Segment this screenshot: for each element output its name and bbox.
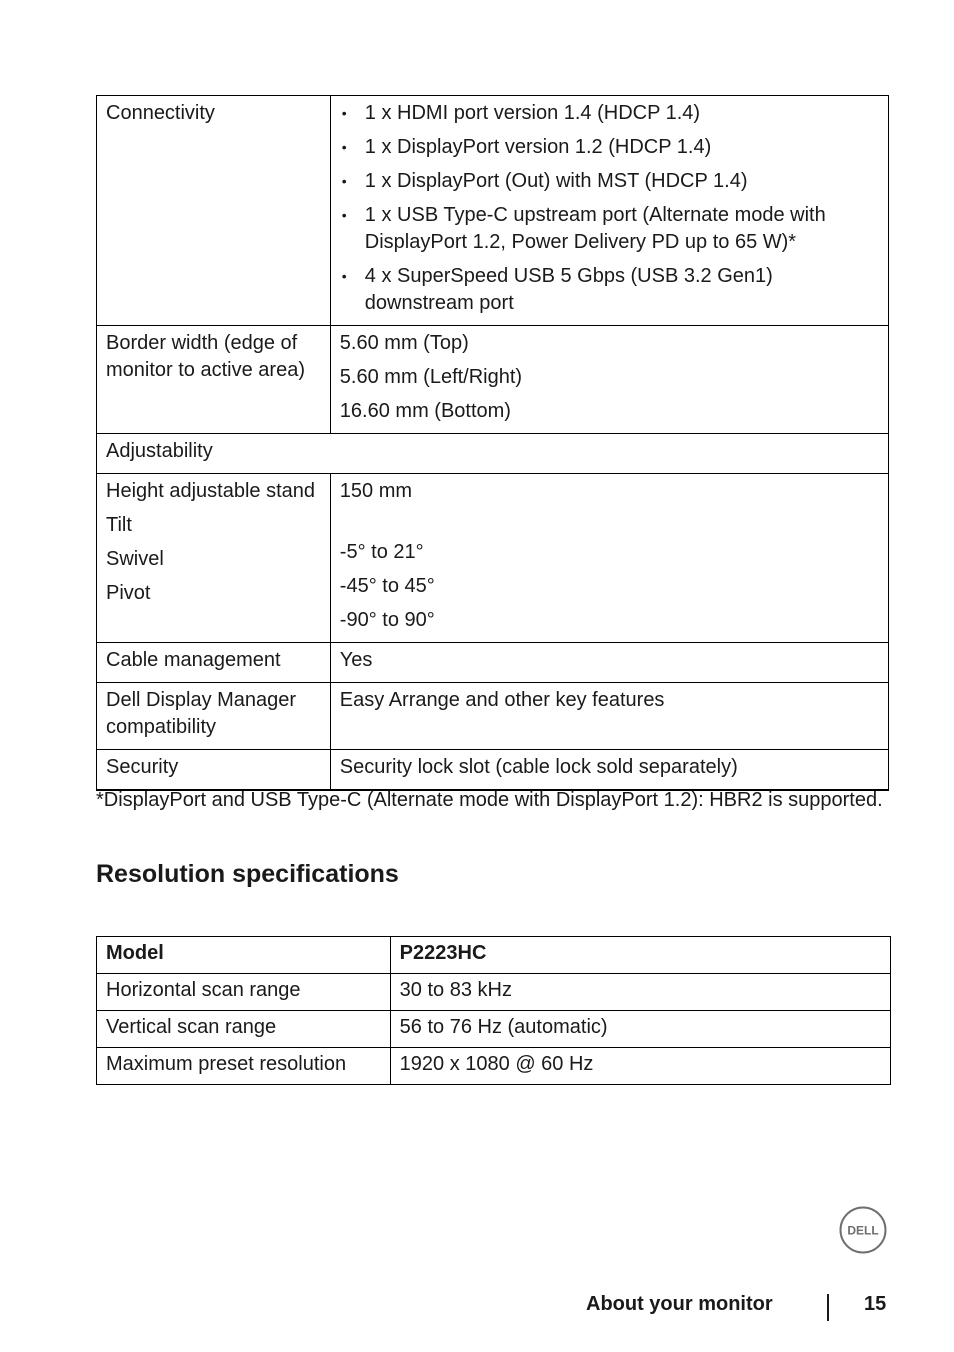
- table-row: [97, 1048, 891, 1085]
- section-title: Resolution specifications: [96, 860, 399, 888]
- list-item: [340, 168, 880, 195]
- table-cell-value: 1920 x 1080 @ 60 Hz: [390, 1048, 890, 1085]
- table-header-row: [97, 937, 891, 974]
- list-item-text: 1 x HDMI port version 1.4 (HDCP 1.4): [364, 102, 701, 124]
- footer-title: About your monitor: [586, 1293, 773, 1315]
- bullet-icon: •: [341, 268, 347, 284]
- table-row: [97, 326, 889, 434]
- height-stand-value: 150 mm: [339, 480, 413, 502]
- adjust-labels: [97, 474, 331, 643]
- border-top-value: 5.60 mm (Top): [339, 332, 469, 354]
- table-cell-value: 30 to 83 kHz: [390, 974, 890, 1011]
- footnote: *DisplayPort and USB Type-C (Alternate mode with DisplayPort 1.2): HBR2 is supported.: [96, 789, 883, 811]
- border-width-label: Border width (edge of monitor to active area): [97, 326, 331, 434]
- model-header: Model: [97, 937, 391, 974]
- resolution-table: [96, 936, 891, 1085]
- table-cell-value: 56 to 76 Hz (automatic): [390, 1011, 890, 1048]
- list-item-text: 1 x DisplayPort version 1.2 (HDCP 1.4): [364, 136, 712, 158]
- list-item: [340, 134, 880, 161]
- list-item-text: 4 x SuperSpeed USB 5 Gbps (USB 3.2 Gen1) downstream port: [364, 265, 773, 314]
- specs-table: [96, 95, 889, 791]
- pivot-value: -90° to 90°: [339, 609, 435, 631]
- border-side-value: 5.60 mm (Left/Right): [339, 366, 523, 388]
- table-row: [97, 750, 889, 791]
- ddm-value: Easy Arrange and other key features: [330, 683, 888, 750]
- ddm-label: Dell Display Manager compatibility: [97, 683, 331, 750]
- security-label: Security: [97, 750, 331, 791]
- adjustability-heading: Adjustability: [97, 434, 889, 474]
- table-row: [97, 643, 889, 683]
- table-cell-label: Vertical scan range: [97, 1011, 391, 1048]
- spacer: [340, 505, 880, 532]
- security-value: Security lock slot (cable lock sold separately): [330, 750, 888, 791]
- list-item-text: 1 x USB Type-C upstream port (Alternate mode with DisplayPort 1.2, Power Delivery PD up to 65 W)*: [364, 204, 826, 253]
- table-cell-label: Horizontal scan range: [97, 974, 391, 1011]
- dell-logo-icon: [839, 1206, 887, 1254]
- model-value: P2223HC: [390, 937, 890, 974]
- bullet-icon: •: [341, 173, 347, 189]
- table-row: [97, 474, 889, 643]
- footer-divider: [827, 1294, 829, 1321]
- connectivity-label: Connectivity: [97, 96, 331, 326]
- height-stand-label: Height adjustable stand: [106, 480, 316, 502]
- table-row: [97, 434, 889, 474]
- table-row: [97, 683, 889, 750]
- table-cell-label: Maximum preset resolution: [97, 1048, 391, 1085]
- border-bottom-value: 16.60 mm (Bottom): [339, 400, 511, 422]
- pivot-label: Pivot: [106, 582, 151, 604]
- bullet-icon: •: [341, 105, 347, 121]
- table-row: [97, 96, 889, 326]
- table-row: [97, 1011, 891, 1048]
- list-item-text: 1 x DisplayPort (Out) with MST (HDCP 1.4): [364, 170, 748, 192]
- cable-management-value: Yes: [330, 643, 888, 683]
- bullet-icon: •: [341, 207, 347, 223]
- swivel-value: -45° to 45°: [339, 575, 435, 597]
- bullet-icon: •: [341, 139, 347, 155]
- swivel-label: Swivel: [106, 548, 164, 570]
- connectivity-list-cell: [330, 96, 888, 326]
- cable-management-label: Cable management: [97, 643, 331, 683]
- list-item: [340, 202, 880, 256]
- dell-logo-text: DELL: [847, 1223, 879, 1238]
- tilt-label: Tilt: [106, 514, 132, 536]
- page-number: 15: [864, 1293, 887, 1315]
- list-item: [340, 263, 880, 317]
- list-item: [340, 100, 880, 127]
- tilt-value: -5° to 21°: [339, 541, 424, 563]
- border-width-values: [330, 326, 888, 434]
- adjust-values: [330, 474, 888, 643]
- table-row: [97, 974, 891, 1011]
- connectivity-list: [340, 100, 880, 317]
